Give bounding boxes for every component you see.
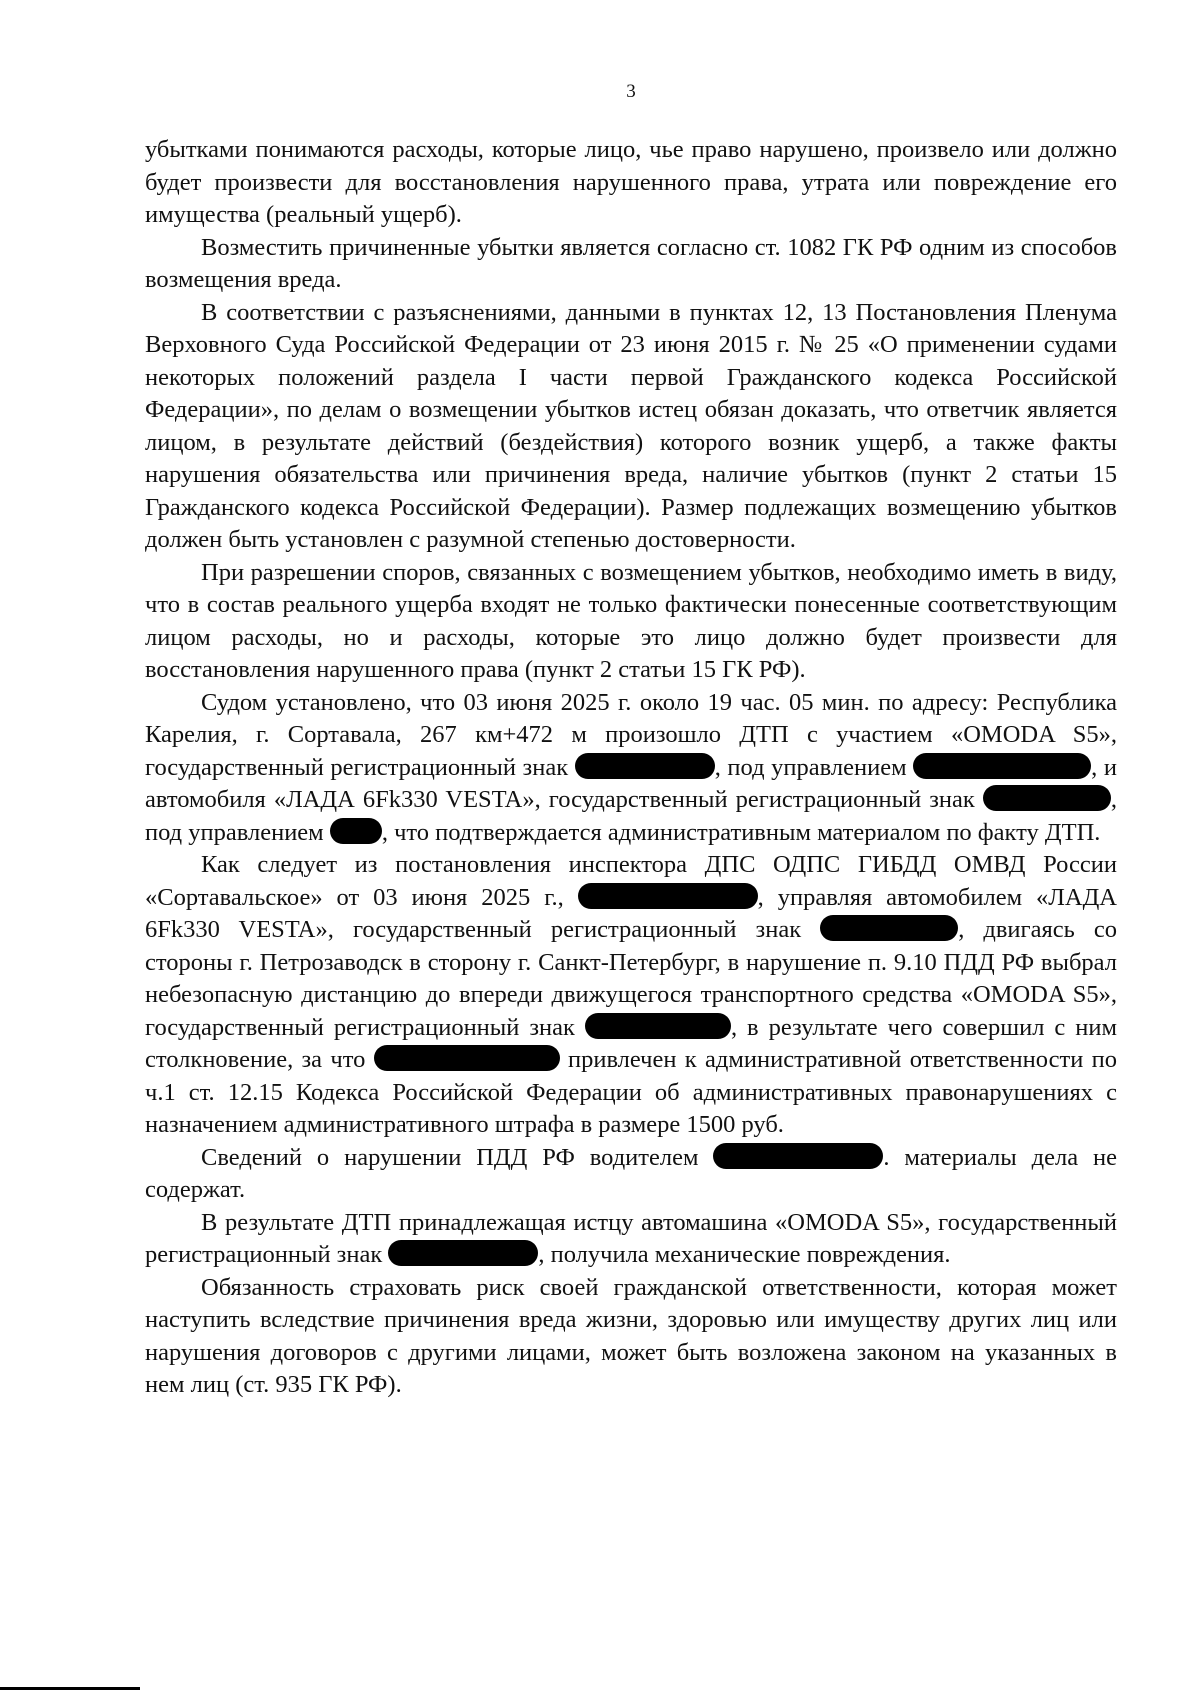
redaction-name bbox=[578, 883, 758, 909]
redaction-name bbox=[374, 1045, 560, 1071]
paragraph-text: При разрешении споров, связанных с возмещением убытков, необходимо иметь в виду, что в состав реального ущерба входят не только фактически понесенные соответствующим лицом расходы, но и расходы, которые это лицо должно будет произвести для восстановления нарушенного права (пункт 2 статьи 15 ГК РФ). bbox=[145, 558, 1117, 683]
redaction-plate bbox=[575, 753, 715, 779]
paragraph-no-violation bbox=[145, 1142, 1117, 1207]
paragraph-inspector-ruling bbox=[145, 849, 1117, 1142]
paragraph-text: Как следует из постановления инспектора ДПС ОДПС ГИБДД ОМВД России «Сортавальское» от 03 июня 2025 г., bbox=[145, 851, 1117, 911]
paragraph-text: Судом установлено, что 03 июня 2025 г. около 19 час. 05 мин. по адресу: Республика Карелия, г. Сортавала, 267 км+472 м произошло ДТП с участием «OMODA S5», государственный регистрационный знак bbox=[145, 688, 1117, 781]
paragraph-damages-method bbox=[145, 232, 1117, 297]
page-number: 3 bbox=[626, 81, 636, 102]
redaction-plate bbox=[983, 785, 1111, 811]
paragraph-text: В соответствии с разъяснениями, данными в пунктах 12, 13 Постановления Пленума Верховного Суда Российской Федерации от 23 июня 2015 г. № 25 «О применении судами некоторых положений раздела I части первой Гражданского кодекса Российской Федерации», по делам о возмещении убытков истец обязан доказать, что ответчик является лицом, в результате действий (бездействия) которого возник ущерб, а также факты нарушения обязательства или причинения вреда, наличие убытков (пункт 2 статьи 15 Гражданского кодекса Российской Федерации). Размер подлежащих возмещению убытков должен быть установлен с разумной степенью достоверности. bbox=[145, 298, 1117, 553]
redaction-plate bbox=[388, 1240, 538, 1266]
redaction-name bbox=[713, 1143, 883, 1169]
redaction-name bbox=[913, 753, 1091, 779]
scan-edge-line bbox=[0, 1687, 140, 1690]
paragraph-insurance-duty bbox=[145, 1272, 1117, 1402]
paragraph-continuation bbox=[145, 134, 1117, 232]
paragraph-text: , под управлением bbox=[145, 786, 1117, 846]
paragraph-plenum-clarification bbox=[145, 297, 1117, 557]
paragraph-text: Сведений о нарушении ПДД РФ водителем bbox=[201, 1143, 714, 1171]
paragraph-real-damage bbox=[145, 557, 1117, 687]
paragraph-text: , под управлением bbox=[714, 753, 914, 781]
paragraph-text: , управляя автомобилем «ЛАДА 6Fk330 VESTA», государственный регистрационный знак bbox=[145, 883, 1117, 943]
paragraph-text: , и автомобиля «ЛАДА 6Fk330 VESTA», государственный регистрационный знак bbox=[145, 753, 1117, 813]
paragraph-text: Возместить причиненные убытки является согласно ст. 1082 ГК РФ одним из способов возмещения вреда. bbox=[145, 233, 1117, 293]
document-body bbox=[145, 134, 1117, 1402]
paragraph-text: , в результате чего совершил с ним столкновение, за что bbox=[145, 1013, 1118, 1073]
paragraph-text: Обязанность страховать риск своей гражданской ответственности, которая может наступить вследствие причинения вреда жизни, здоровью или имуществу других лиц или нарушения договоров с другими лицами, может быть возложена законом на указанных в нем лиц (ст. 935 ГК РФ). bbox=[145, 1273, 1117, 1398]
paragraph-text: В результате ДТП принадлежащая истцу автомашина «OMODA S5», государственный регистрационный знак bbox=[145, 1208, 1117, 1268]
paragraph-text: , двигаясь со стороны г. Петрозаводск в сторону г. Санкт-Петербург, в нарушение п. 9.10 ПДД РФ выбрал небезопасную дистанцию до впереди движущегося транспортного средства «OMODA S5», государственный регистрационный знак bbox=[145, 916, 1117, 1041]
paragraph-text: , что подтверждается административным материалом по факту ДТП. bbox=[381, 818, 1101, 846]
paragraph-vehicle-damage bbox=[145, 1207, 1117, 1272]
paragraph-accident-facts bbox=[145, 687, 1117, 850]
redaction-plate bbox=[820, 915, 958, 941]
paragraph-text: . материалы дела не содержат. bbox=[145, 1143, 1117, 1203]
paragraph-text: , получила механические повреждения. bbox=[538, 1241, 951, 1268]
redaction-name bbox=[330, 818, 382, 844]
redaction-plate bbox=[585, 1013, 731, 1039]
paragraph-text: привлечен к административной ответственности по ч.1 ст. 12.15 Кодекса Российской Федерации об административных правонарушениях с назначением административного штрафа в размере 1500 руб. bbox=[145, 1046, 1117, 1138]
paragraph-text: убытками понимаются расходы, которые лицо, чье право нарушено, произвело или должно будет произвести для восстановления нарушенного права, утрата или повреждение его имущества (реальный ущерб). bbox=[145, 136, 1117, 228]
